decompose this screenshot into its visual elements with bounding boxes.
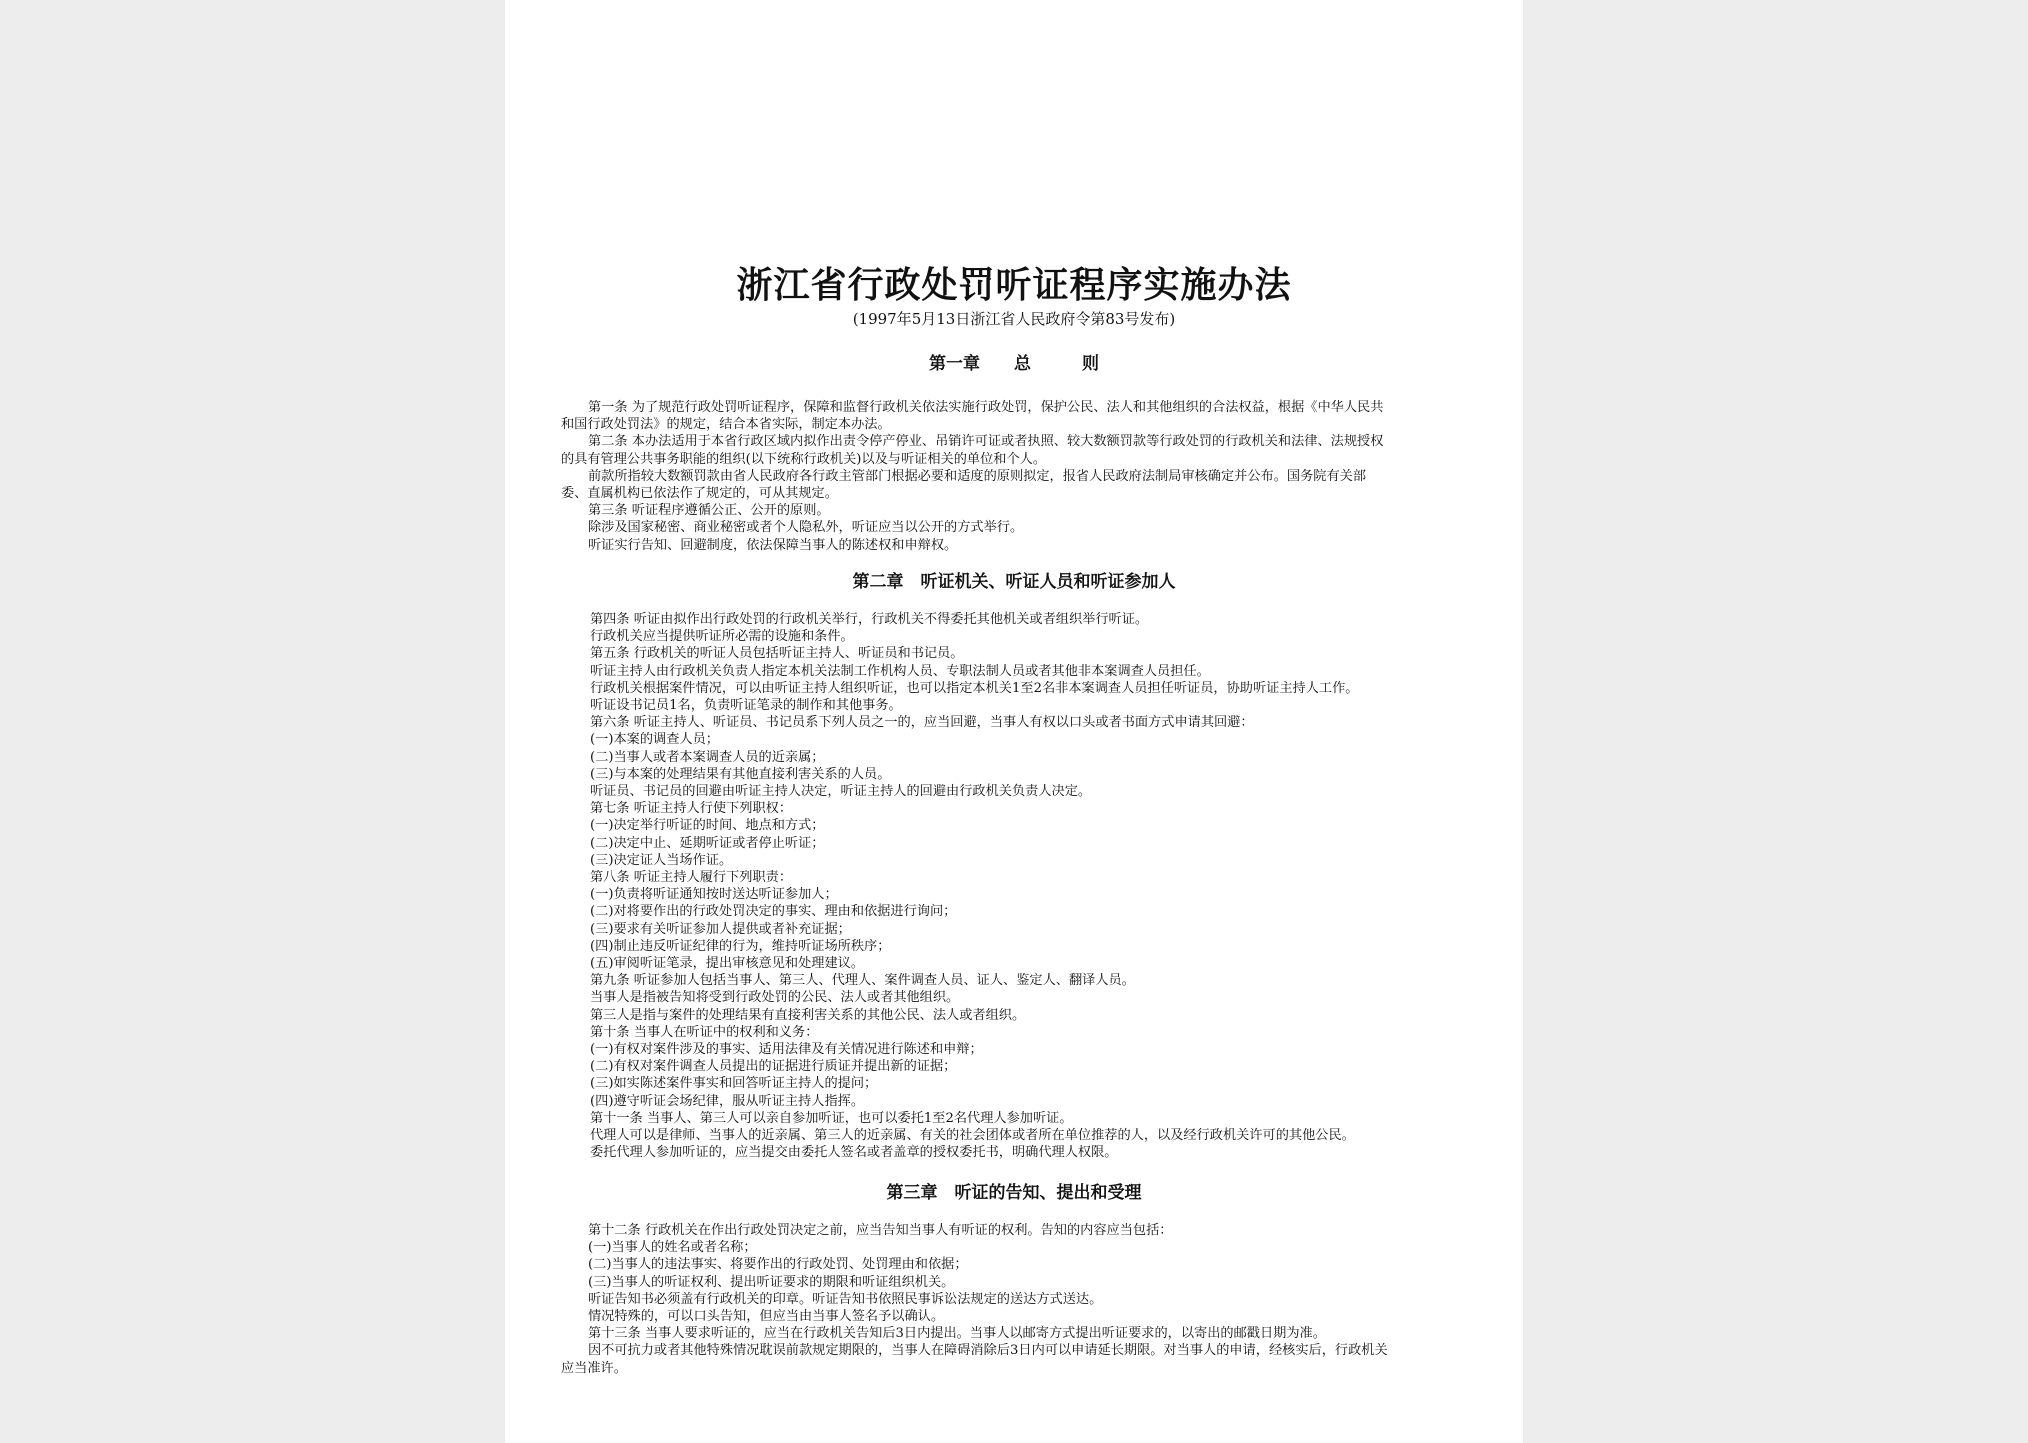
text-line: 委托代理人参加听证的，应当提交由委托人签名或者盖章的授权委托书，明确代理人权限。 bbox=[590, 1145, 1118, 1161]
text-line: 听证主持人由行政机关负责人指定本机关法制工作机构人员、专职法制人员或者其他非本案调查人员担任。 bbox=[590, 663, 1210, 679]
text-line: 第七条 听证主持人行使下列职权： bbox=[590, 801, 793, 817]
text-line: 第三人是指与案件的处理结果有直接利害关系的其他公民、法人或者组织。 bbox=[590, 1007, 1026, 1023]
document-subtitle: (1997年5月13日浙江省人民政府令第83号发布) bbox=[852, 310, 1176, 328]
text-line: 代理人可以是律师、当事人的近亲属、第三人的近亲属、有关的社会团体或者所在单位推荐的人，以及经行政机关许可的其他公民。 bbox=[590, 1128, 1355, 1144]
text-line: 第三条 听证程序遵循公正、公开的原则。 bbox=[588, 503, 830, 519]
text-line: (一)负责将听证通知按时送达听证参加人； bbox=[590, 887, 838, 903]
text-line: (二)对将要作出的行政处罚决定的事实、理由和依据进行询问； bbox=[590, 904, 957, 920]
text-line: (五)审阅听证笔录，提出审核意见和处理建议。 bbox=[590, 956, 865, 972]
text-line: 因不可抗力或者其他特殊情况耽误前款规定期限的，当事人在障碍消除后3日内可以申请延长期限。对当事人的申请，经核实后，行政机关 bbox=[588, 1343, 1388, 1359]
text-line: 当事人是指被告知将受到行政处罚的公民、法人或者其他组织。 bbox=[590, 990, 960, 1006]
text-line: (三)与本案的处理结果有其他直接利害关系的人员。 bbox=[590, 766, 891, 782]
text-line: 第十二条 行政机关在作出行政处罚决定之前，应当告知当事人有听证的权利。告知的内容应当包括： bbox=[588, 1223, 1173, 1238]
text-line: (一)本案的调查人员； bbox=[590, 732, 719, 748]
text-line: 和国行政处罚法》的规定，结合本省实际，制定本办法。 bbox=[561, 417, 891, 433]
text-line: (一)当事人的姓名或者名称； bbox=[588, 1240, 757, 1256]
text-line: 第九条 听证参加人包括当事人、第三人、代理人、案件调查人员、证人、鉴定人、翻译人员。 bbox=[590, 973, 1135, 989]
text-line: (三)当事人的听证权利、提出听证要求的期限和听证组织机关。 bbox=[588, 1274, 955, 1290]
text-line: 第四条 听证由拟作出行政处罚的行政机关举行，行政机关不得委托其他机关或者组织举行听证。 bbox=[590, 612, 1149, 627]
text-line: (三)如实陈述案件事实和回答听证主持人的提问； bbox=[590, 1076, 878, 1092]
text-line: 委、直属机构已依法作了规定的，可从其规定。 bbox=[561, 486, 838, 502]
chapter-2-body bbox=[590, 611, 1467, 1162]
text-line: (四)遵守听证会场纪律，服从听证主持人指挥。 bbox=[590, 1093, 865, 1109]
text-line: 前款所指较大数额罚款由省人民政府各行政主管部门根据必要和适度的原则拟定，报省人民政府法制局审核确定并公布。国务院有关部 bbox=[588, 468, 1367, 484]
text-line: (一)有权对案件涉及的事实、适用法律及有关情况进行陈述和申辩； bbox=[590, 1042, 983, 1058]
text-line: (二)当事人或者本案调查人员的近亲属； bbox=[590, 749, 825, 765]
text-line: 应当准许。 bbox=[561, 1360, 627, 1376]
text-line: (二)决定中止、延期听证或者停止听证； bbox=[590, 835, 825, 851]
text-line: 第一条 为了规范行政处罚听证程序，保障和监督行政机关依法实施行政处罚，保护公民、法人和其他组织的合法权益，根据《中华人民共 bbox=[588, 400, 1384, 415]
text-line: 行政机关应当提供听证所必需的设施和条件。 bbox=[590, 629, 854, 645]
text-line: 第二条 本办法适用于本省行政区域内拟作出责令停产停业、吊销许可证或者执照、较大数额罚款等行政处罚的行政机关和法律、法规授权 bbox=[588, 434, 1384, 450]
text-line: 情况特殊的，可以口头告知，但应当由当事人签名予以确认。 bbox=[588, 1309, 945, 1325]
text-line: 第十三条 当事人要求听证的，应当在行政机关告知后3日内提出。当事人以邮寄方式提出听证要求的，以寄出的邮戳日期为准。 bbox=[588, 1326, 1326, 1342]
document-page bbox=[505, 0, 1523, 1443]
text-line: (四)制止违反听证纪律的行为，维持听证场所秩序； bbox=[590, 938, 891, 954]
text-line: (一)决定举行听证的时间、地点和方式； bbox=[590, 818, 825, 834]
chapter-3-heading: 第三章 听证的告知、提出和受理 bbox=[886, 1183, 1142, 1203]
text-line: 行政机关根据案件情况，可以由听证主持人组织听证，也可以指定本机关1至2名非本案调查人员担任听证员，协助听证主持人工作。 bbox=[590, 680, 1359, 696]
chapter-1-body bbox=[561, 399, 1467, 554]
text-line: (三)决定证人当场作证。 bbox=[590, 852, 733, 868]
text-line: 听证员、书记员的回避由听证主持人决定，听证主持人的回避由行政机关负责人决定。 bbox=[590, 784, 1092, 800]
chapter-3-body bbox=[561, 1222, 1467, 1377]
text-line: 除涉及国家秘密、商业秘密或者个人隐私外，听证应当以公开的方式举行。 bbox=[588, 520, 1024, 536]
text-line: 第六条 听证主持人、听证员、书记员系下列人员之一的，应当回避，当事人有权以口头或者书面方式申请其回避： bbox=[590, 715, 1254, 731]
chapter-1-heading: 第一章 总 则 bbox=[929, 354, 1099, 374]
text-line: 第五条 行政机关的听证人员包括听证主持人、听证员和书记员。 bbox=[590, 646, 964, 662]
chapter-2-heading: 第二章 听证机关、听证人员和听证参加人 bbox=[852, 572, 1176, 592]
document-title: 浙江省行政处罚听证程序实施办法 bbox=[736, 264, 1292, 306]
text-line: 的具有管理公共事务职能的组织(以下统称行政机关)以及与听证相关的单位和个人。 bbox=[561, 451, 1047, 467]
text-line: 第十一条 当事人、第三人可以亲自参加听证，也可以委托1至2名代理人参加听证。 bbox=[590, 1110, 1073, 1126]
text-line: 听证实行告知、回避制度，依法保障当事人的陈述权和申辩权。 bbox=[588, 537, 958, 553]
text-line: (二)当事人的违法事实、将要作出的行政处罚、处罚理由和依据； bbox=[588, 1257, 968, 1273]
text-line: 第十条 当事人在听证中的权利和义务： bbox=[590, 1024, 819, 1040]
text-line: 第八条 听证主持人履行下列职责： bbox=[590, 870, 793, 886]
text-line: 听证告知书必须盖有行政机关的印章。听证告知书依照民事诉讼法规定的送达方式送达。 bbox=[588, 1291, 1103, 1307]
text-line: (二)有权对案件调查人员提出的证据进行质证并提出新的证据； bbox=[590, 1059, 957, 1075]
text-line: 听证设书记员1名，负责听证笔录的制作和其他事务。 bbox=[590, 698, 902, 714]
text-line: (三)要求有关听证参加人提供或者补充证据； bbox=[590, 921, 851, 937]
